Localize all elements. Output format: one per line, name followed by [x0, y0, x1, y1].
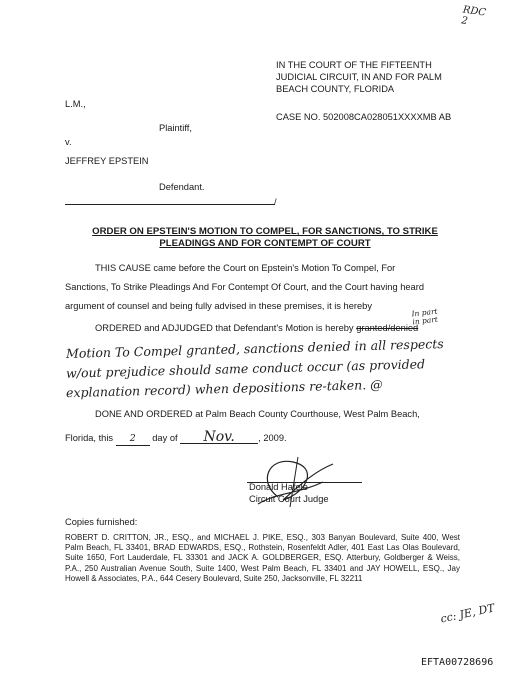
court-line-1: IN THE COURT OF THE FIFTEENTH: [276, 60, 432, 70]
copies-label: Copies furnished:: [65, 517, 138, 527]
handwritten-line-2: w/out prejudice should same conduct occur (as provided: [65, 356, 426, 381]
florida-prefix: Florida, this: [65, 433, 114, 443]
ordered-prefix: ORDERED and ADJUDGED that Defendant's Motion is hereby: [95, 323, 354, 333]
court-line-2: JUDICIAL CIRCUIT, IN AND FOR PALM: [276, 72, 442, 83]
order-title: ORDER ON EPSTEIN'S MOTION TO COMPEL, FOR SANCTIONS, TO STRIKE PLEADINGS AND FOR CONTEMPT OF COURT: [92, 226, 438, 249]
month-value: Nov.: [180, 431, 258, 444]
done-line: [65, 408, 460, 420]
handwritten-cc: cc: JE, DT: [439, 601, 496, 626]
year: , 2009.: [258, 433, 287, 443]
defendant-name: JEFFREY EPSTEIN: [65, 156, 149, 166]
handwritten-insert: In part in part: [411, 306, 439, 327]
paragraph-1-line-2: Sanctions, To Strike Pleadings And For Contempt Of Court, and the Court having heard: [65, 282, 424, 292]
bates-number: EFTA00728696: [421, 657, 494, 668]
handwritten-line-1: Motion To Compel granted, sanctions denied in all respects: [65, 336, 444, 361]
paragraph-1-line-3: argument of counsel and being fully advised in these premises, it is hereby: [65, 301, 372, 311]
handwritten-line-3: explanation record) when depositions re-taken. @: [65, 376, 383, 401]
caption-slash: /: [274, 197, 277, 207]
case-number: CASE NO. 502008CA028051XXXXMB AB: [276, 112, 452, 122]
day-value: 2: [116, 433, 150, 446]
plaintiff-label: Plaintiff,: [159, 123, 192, 133]
versus: v.: [65, 137, 72, 147]
body-line-1: [65, 262, 460, 274]
copies-list: ROBERT D. CRITTON, JR., ESQ., and MICHAEL J. PIKE, ESQ., 303 Banyan Boulevard, Suite 400, West Palm Beach, FL 33401, BRAD EDWARDS, ESQ., Rothstein, Rosenfeldt Adler, 401 East Las Olas Boulevard, Suite 1650, Fort Lauderdale, FL 33301 and JACK A. GOLDBERGER, ESQ. Atterbury, Goldberger & Weiss, P.A., 250 Australian Avenue South, Suite 1400, West Palm Beach, FL 33401 and JAY HOWELL, ESQ., Jay Howell & Associates, P.A., 644 Cesery Boulevard, Suite 250, Jacksonville, FL 32211: [65, 533, 460, 583]
day-of: day of: [152, 433, 178, 443]
court-line-3: BEACH COUNTY, FLORIDA: [276, 84, 395, 95]
ordered-options: granted/denied: [356, 323, 419, 333]
done-and-ordered: DONE AND ORDERED at Palm Beach County Courthouse, West Palm Beach,: [95, 409, 420, 419]
court-caption: [276, 59, 442, 96]
handwritten-stamp: RDC 2: [460, 4, 487, 28]
caption-divider: [65, 204, 275, 205]
judge-name: Donald Hafele: [249, 482, 308, 492]
judge-title: Circuit Court Judge: [249, 494, 329, 504]
date-line: [65, 431, 460, 446]
defendant-label: Defendant.: [159, 182, 205, 192]
ordered-line: [65, 322, 460, 334]
plaintiff-name: L.M.,: [65, 99, 86, 109]
paragraph-1-line-1: THIS CAUSE came before the Court on Epstein's Motion To Compel, For: [95, 263, 396, 273]
